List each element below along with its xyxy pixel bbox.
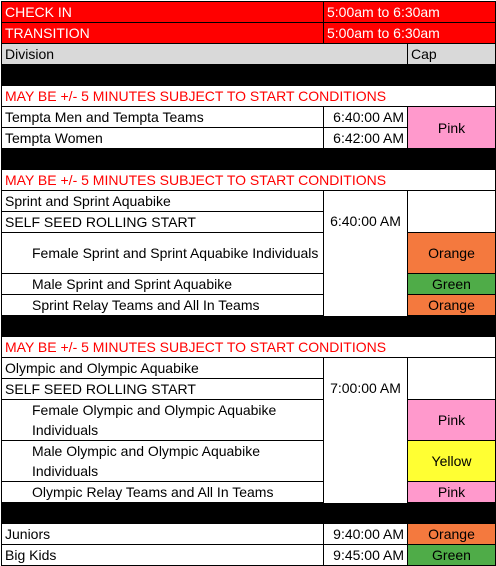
division-name: Male Olympic and Olympic Aquabike Individuals	[2, 441, 324, 482]
cap-color: Pink	[408, 107, 496, 149]
transition-row	[2, 23, 496, 44]
division-name: Sprint Relay Teams and All In Teams	[2, 295, 324, 316]
cap-color: Green	[408, 274, 496, 295]
divider	[2, 503, 496, 524]
table-row	[2, 524, 496, 545]
start-time: 6:42:00 AM	[324, 128, 408, 149]
check-in-row	[2, 2, 496, 23]
sprint-warning-row	[2, 170, 496, 191]
cap-header: Cap	[408, 44, 496, 65]
start-time: 9:45:00 AM	[324, 545, 408, 566]
divider	[2, 149, 496, 170]
cap-color: Yellow	[408, 441, 496, 482]
cap-color: Green	[408, 545, 496, 566]
start-time: 9:40:00 AM	[324, 524, 408, 545]
table-row	[2, 358, 496, 379]
start-conditions-warning: MAY BE +/- 5 MINUTES SUBJECT TO START CONDITIONS	[2, 170, 496, 191]
division-name: Female Sprint and Sprint Aquabike Individuals	[2, 233, 324, 274]
division-name: Tempta Men and Tempta Teams	[2, 107, 324, 128]
table-row	[2, 400, 496, 441]
start-time: 6:40:00 AM	[324, 107, 408, 128]
start-time: 6:40:00 AM	[324, 191, 408, 337]
cap-color: Pink	[408, 400, 496, 441]
division-header: Division	[2, 44, 408, 65]
cap-color: Orange	[408, 524, 496, 545]
division-name: Tempta Women	[2, 128, 324, 149]
start-type: SELF SEED ROLLING START	[2, 379, 324, 400]
start-time: 7:00:00 AM	[324, 358, 408, 524]
check-in-label: CHECK IN	[2, 2, 324, 23]
cap-color: Orange	[408, 295, 496, 316]
start-type: SELF SEED ROLLING START	[2, 212, 324, 233]
table-row	[2, 545, 496, 566]
table-row	[2, 295, 496, 316]
cap-color	[408, 191, 496, 233]
division-name: Big Kids	[2, 545, 324, 566]
tempta-warning-row	[2, 86, 496, 107]
start-schedule-table	[1, 1, 496, 566]
cap-color: Orange	[408, 233, 496, 274]
division-name: Sprint and Sprint Aquabike	[2, 191, 324, 212]
division-name: Female Olympic and Olympic Aquabike Individuals	[2, 400, 324, 441]
start-conditions-warning: MAY BE +/- 5 MINUTES SUBJECT TO START CONDITIONS	[2, 337, 496, 358]
table-row	[2, 482, 496, 503]
check-in-time: 5:00am to 6:30am	[324, 2, 496, 23]
division-name: Male Sprint and Sprint Aquabike	[2, 274, 324, 295]
column-header-row	[2, 44, 496, 65]
table-row	[2, 441, 496, 482]
cap-color	[408, 358, 496, 400]
table-row	[2, 107, 496, 128]
transition-time: 5:00am to 6:30am	[324, 23, 496, 44]
division-name: Juniors	[2, 524, 324, 545]
table-row	[2, 191, 496, 212]
divider	[2, 316, 496, 337]
transition-label: TRANSITION	[2, 23, 324, 44]
division-name: Olympic Relay Teams and All In Teams	[2, 482, 324, 503]
cap-color: Pink	[408, 482, 496, 503]
division-name: Olympic and Olympic Aquabike	[2, 358, 324, 379]
divider	[2, 65, 496, 86]
table-row	[2, 274, 496, 295]
start-conditions-warning: MAY BE +/- 5 MINUTES SUBJECT TO START CONDITIONS	[2, 86, 496, 107]
table-row	[2, 233, 496, 274]
olympic-warning-row	[2, 337, 496, 358]
